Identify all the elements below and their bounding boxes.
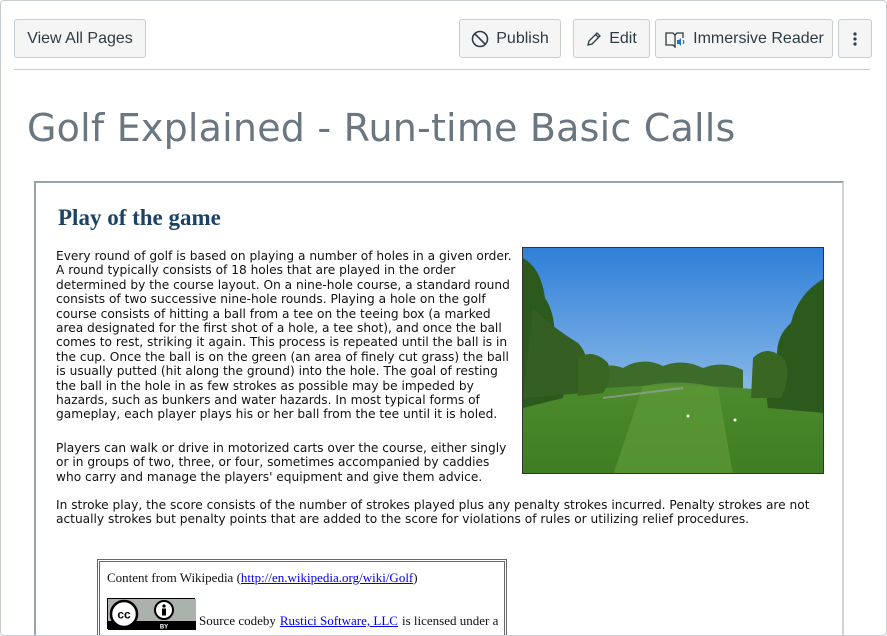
publish-label: Publish [496,29,549,47]
edit-label: Edit [609,29,637,47]
toolbar-divider [14,69,870,70]
kebab-vertical-icon [852,31,858,47]
immersive-reader-button[interactable] [655,19,833,58]
paragraph-round-of-golf: Every round of golf is based on playing a number of holes in a given order. A round typically consists of 18 holes that are played in the order determined by the course layout. On a nine-hole course, a standard round consists of two successive nine-hole rounds. Playing a hole on the golf course consists of hitting a ball from a tee on the teeing box (a marked area designated for the first shot of a hole, a tee shot), and once the ball comes to rest, striking it again. This process is repeated until the ball is in the cup. Once the ball is on the green (an area of finely cut grass) the ball is usually putted (hit along the ground) into the hole. The goal of resting the ball in the hole in as few strokes as possible may be impeded by hazards, such as bunkers and water hazards. In most typical forms of gameplay, each player plays his or her ball from the tee until it is holed. [56,249,512,422]
svg-text:BY: BY [159,624,169,630]
paragraph-stroke-play: In stroke play, the score consists of the number of strokes played plus any penalty strokes incurred. Penalty strokes are not actually strokes but penalty points that are added to the score for violations of rules or utilizing relief procedures. [56,498,810,527]
source-prefix-text: Source codeby [199,613,276,628]
edit-button[interactable] [573,19,650,58]
license-suffix-text: is licensed under a [401,613,499,628]
page-toolbar [14,19,870,59]
view-all-pages-label: View All Pages [27,29,133,47]
page-title: Golf Explained - Run-time Basic Calls [27,106,736,150]
rustici-link[interactable]: Rustici Software, LLC [279,613,398,628]
view-all-pages-button[interactable] [14,19,146,58]
immersive-reader-icon [664,30,686,48]
section-heading: Play of the game [58,205,221,230]
pencil-icon [586,31,602,47]
golf-course-photo-icon [523,248,824,474]
more-options-button[interactable] [838,19,872,58]
publish-button[interactable] [459,19,561,58]
content-source-line [107,570,418,586]
content-from-text: Content from Wikipedia ( [107,570,241,585]
page-content [34,181,844,636]
unpublished-icon [471,30,489,48]
immersive-reader-label: Immersive Reader [693,29,824,47]
golf-course-image [522,247,824,474]
attribution-box [97,559,507,636]
close-paren-text: ) [413,570,418,585]
paragraph-players-carts: Players can walk or drive in motorized carts over the course, either singly or in groups of two, three, or four, sometimes accompanied by caddies who carry and manage the players' equipment and give them advice. [56,441,507,484]
svg-text:cc: cc [117,607,131,622]
cc-by-license-icon[interactable] [107,598,195,629]
license-line [107,598,498,629]
wikipedia-link[interactable]: http://en.wikipedia.org/wiki/Golf [240,570,414,585]
